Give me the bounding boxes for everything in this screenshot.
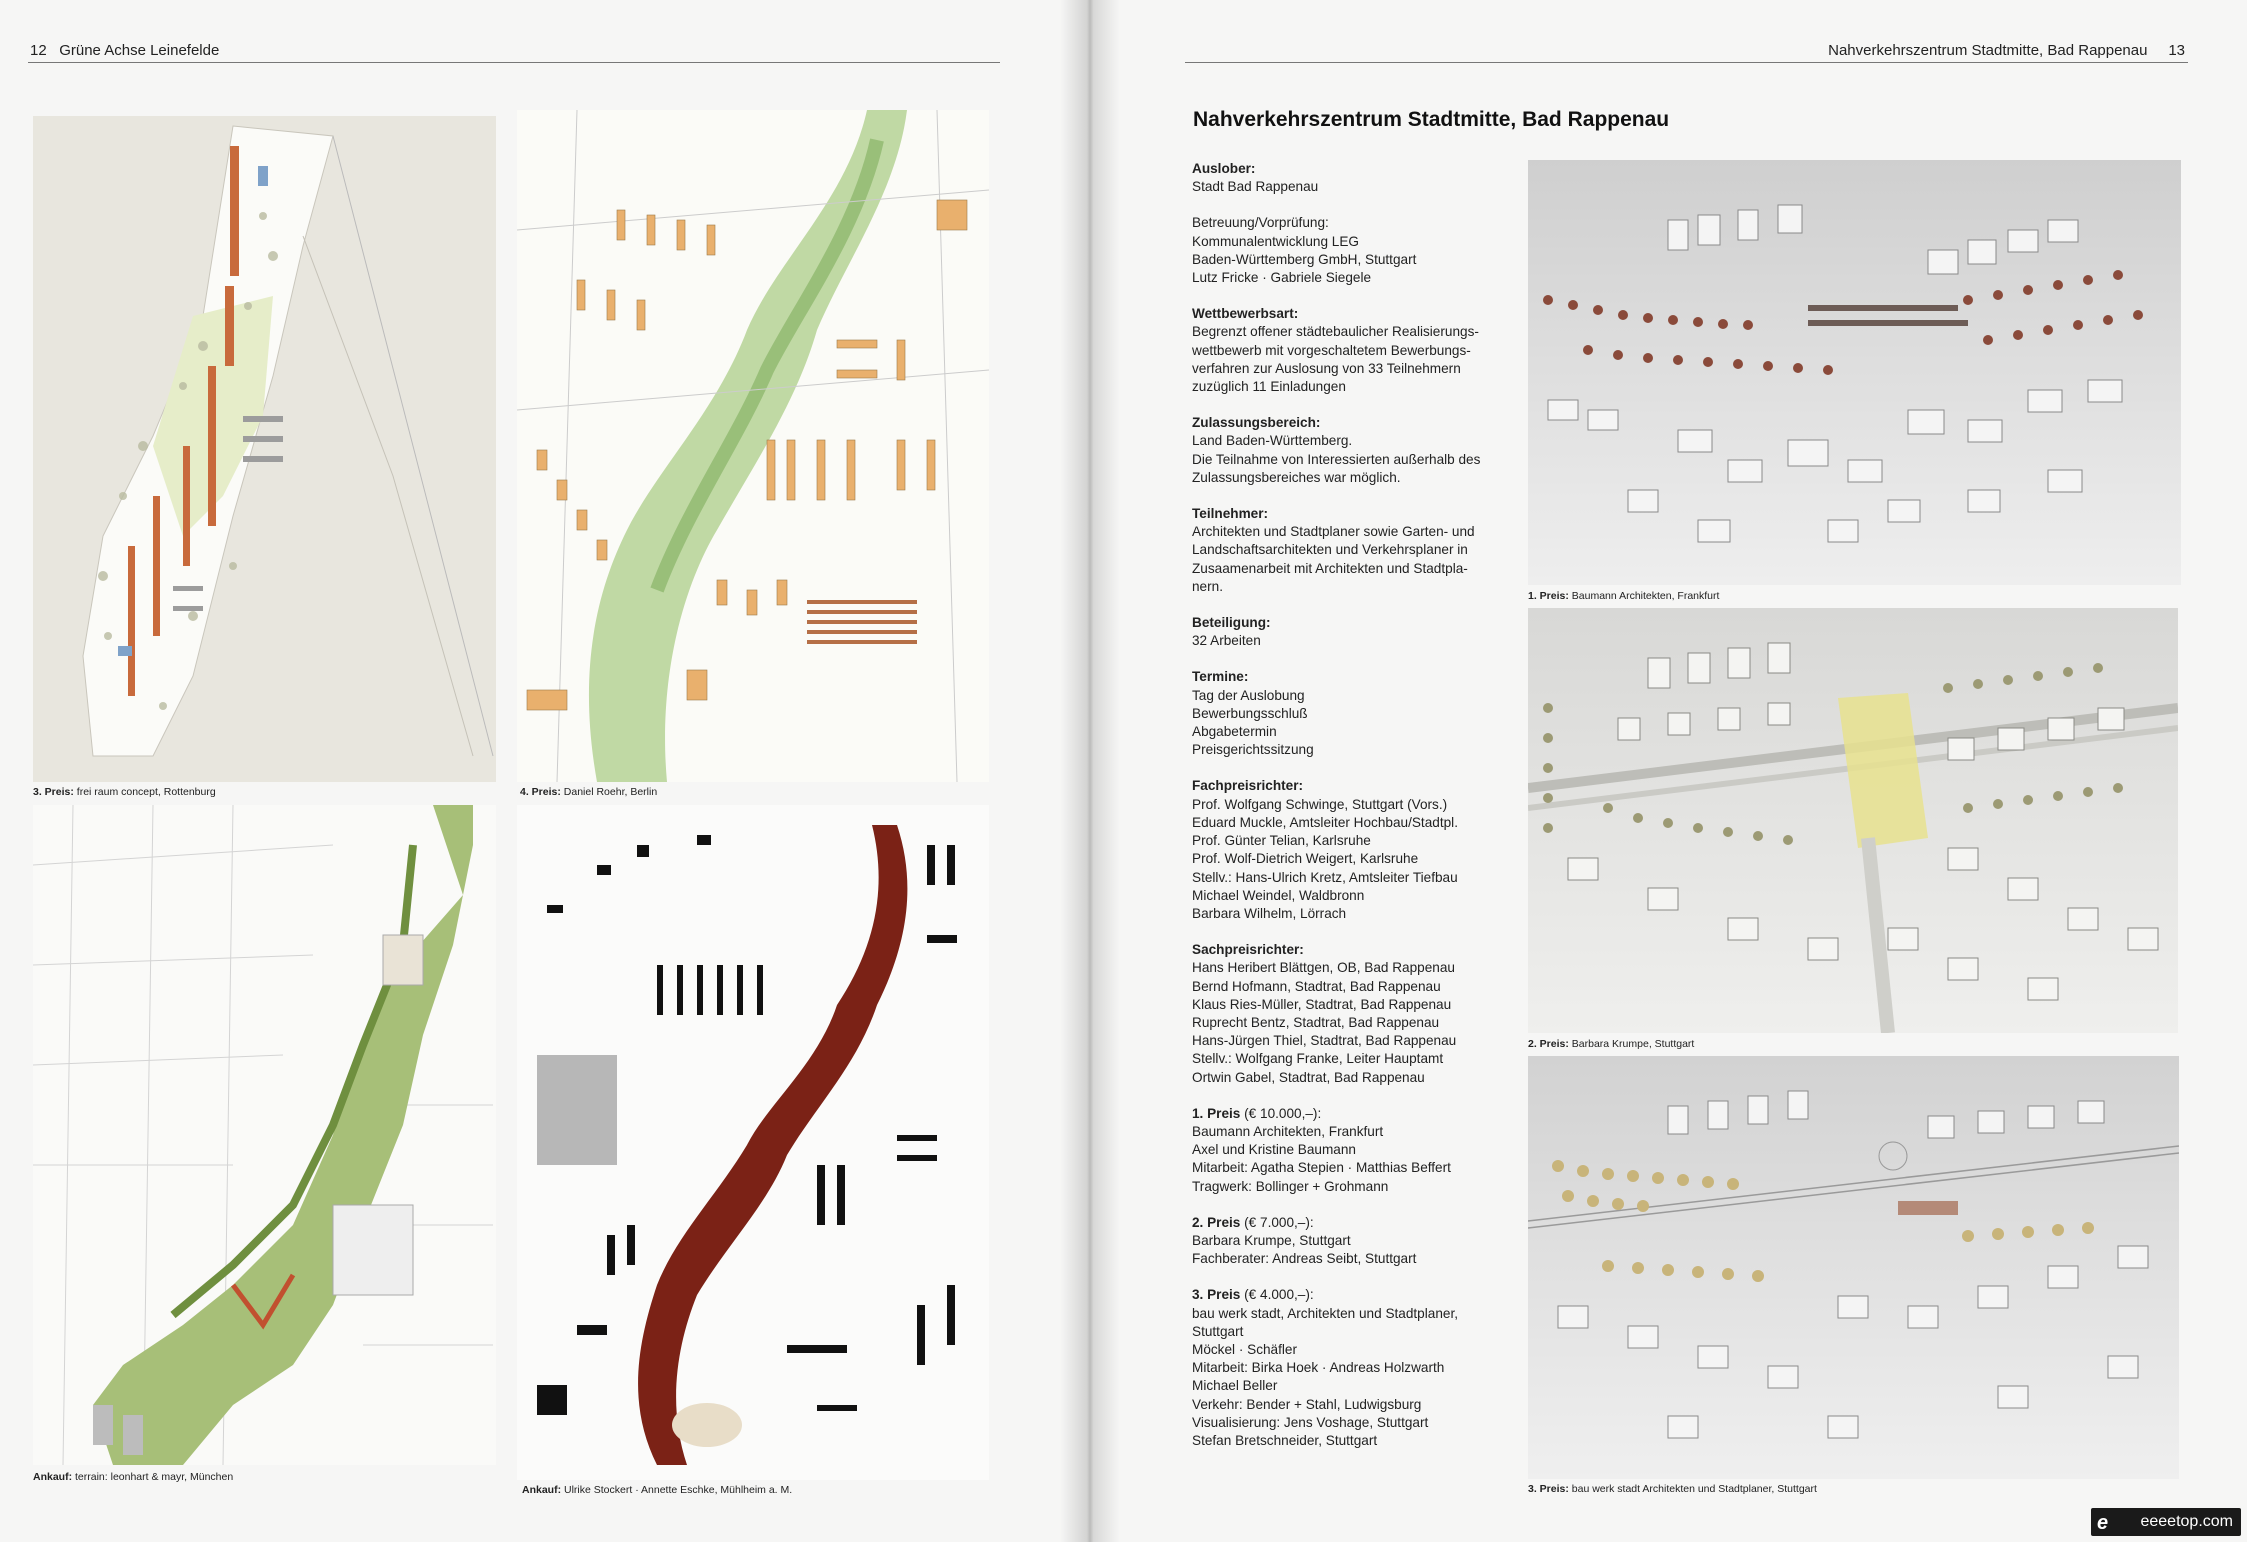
- section-line: wettbewerb mit vorgeschaltetem Bewerbungs-: [1192, 342, 1471, 358]
- model-photo-third-prize: [1528, 1056, 2179, 1479]
- section-line: Tag der Auslobung: [1192, 687, 1305, 703]
- caption-purchase-terrain: [33, 1471, 233, 1483]
- plan-third-prize-drawing: [33, 116, 496, 782]
- caption-prefix: 1. Preis:: [1528, 590, 1569, 602]
- section-line: Bernd Hofmann, Stadtrat, Bad Rappenau: [1192, 978, 1441, 994]
- section-line: Stuttgart: [1192, 1323, 1244, 1339]
- prize-amount: (€ 7.000,–):: [1240, 1214, 1314, 1230]
- section-line: Fachberater: Andreas Seibt, Stuttgart: [1192, 1251, 1417, 1267]
- article-title: Nahverkehrszentrum Stadtmitte, Bad Rappenau: [1193, 108, 1670, 131]
- section-line: Hans-Jürgen Thiel, Stadtrat, Bad Rappenau: [1192, 1033, 1457, 1049]
- section-line: Stadt Bad Rappenau: [1192, 179, 1319, 195]
- section-line: Ruprecht Bentz, Stadtrat, Bad Rappenau: [1192, 1014, 1440, 1030]
- caption-prefix: 2. Preis:: [1528, 1038, 1569, 1050]
- header-rule-right: [1185, 62, 2188, 63]
- section-line: Baden-Württemberg GmbH, Stuttgart: [1192, 251, 1417, 267]
- caption-first-prize-photo: [1528, 590, 1719, 602]
- prize-amount: (€ 4.000,–):: [1240, 1287, 1314, 1303]
- header-rule-left: [28, 62, 1000, 63]
- caption-prefix: 3. Preis:: [1528, 1483, 1569, 1495]
- plan-fourth-prize: [517, 110, 989, 782]
- section-heading: 2. Preis: [1192, 1214, 1241, 1230]
- section-line: Mitarbeit: Agatha Stepien · Matthias Beffert: [1192, 1160, 1451, 1176]
- section-line: Landschaftsarchitekten und Verkehrsplaner in: [1192, 542, 1468, 558]
- watermark-text: eeeetop.com: [2140, 1513, 2233, 1530]
- prize-heading: [1192, 1286, 1512, 1304]
- section-beteiligung: [1192, 614, 1512, 650]
- section-line: Betreuung/Vorprüfung:: [1192, 215, 1329, 231]
- section-line: Die Teilnahme von Interessierten außerhalb des: [1192, 451, 1481, 467]
- section-heading: 1. Preis: [1192, 1105, 1241, 1121]
- caption-text: bau werk stadt Architekten und Stadtplaner, Stuttgart: [1568, 1483, 1817, 1495]
- section-line: Prof. Günter Telian, Karlsruhe: [1192, 833, 1371, 849]
- section-termine: [1192, 668, 1512, 759]
- caption-text: Baumann Architekten, Frankfurt: [1568, 590, 1720, 602]
- section-third-prize: [1192, 1286, 1512, 1450]
- section-zulassungsbereich: [1192, 414, 1512, 487]
- section-fachpreisrichter: [1192, 777, 1512, 923]
- caption-text: Daniel Roehr, Berlin: [560, 786, 658, 798]
- page-number-left: 12: [30, 42, 47, 59]
- model-photo-first-prize: [1528, 160, 2181, 585]
- plan-purchase-stockert-drawing: [517, 805, 989, 1480]
- section-line: bau werk stadt, Architekten und Stadtplaner,: [1192, 1305, 1459, 1321]
- section-heading: Teilnehmer:: [1192, 506, 1269, 522]
- section-line: Axel und Kristine Baumann: [1192, 1142, 1356, 1158]
- caption-text: frei raum concept, Rottenburg: [73, 786, 216, 798]
- section-line: Mitarbeit: Birka Hoek · Andreas Holzwarth: [1192, 1360, 1445, 1376]
- section-line: Kommunalentwicklung LEG: [1192, 233, 1359, 249]
- competition-info: [1192, 160, 1512, 1468]
- watermark-logo: e: [2097, 1512, 2109, 1534]
- section-line: Land Baden-Württemberg.: [1192, 433, 1353, 449]
- section-line: Verkehr: Bender + Stahl, Ludwigsburg: [1192, 1396, 1422, 1412]
- caption-prefix: Ankauf:: [33, 1471, 73, 1483]
- section-line: Zusaamenarbeit mit Architekten und Stadtpla-: [1192, 560, 1468, 576]
- left-page-header: [30, 42, 219, 59]
- left-page: [0, 0, 1090, 1542]
- section-line: Zulassungsbereiches war möglich.: [1192, 469, 1401, 485]
- section-heading: Sachpreisrichter:: [1192, 942, 1304, 958]
- prize-amount: (€ 10.000,–):: [1240, 1105, 1322, 1121]
- section-line: Prof. Wolfgang Schwinge, Stuttgart (Vors.): [1192, 796, 1448, 812]
- section-line: Möckel · Schäfler: [1192, 1341, 1298, 1357]
- section-line: Prof. Wolf-Dietrich Weigert, Karlsruhe: [1192, 851, 1419, 867]
- caption-prefix: Ankauf:: [522, 1484, 562, 1496]
- caption-text: terrain: leonhart & mayr, München: [72, 1471, 234, 1483]
- section-heading: Termine:: [1192, 669, 1249, 685]
- plan-fourth-prize-drawing: [517, 110, 989, 782]
- section-line: Hans Heribert Blättgen, OB, Bad Rappenau: [1192, 960, 1455, 976]
- watermark: [2091, 1508, 2241, 1536]
- section-line: Michael Weindel, Waldbronn: [1192, 887, 1365, 903]
- prize-heading: [1192, 1105, 1512, 1123]
- section-line: Ortwin Gabel, Stadtrat, Bad Rappenau: [1192, 1069, 1425, 1085]
- section-heading: Fachpreisrichter:: [1192, 778, 1304, 794]
- caption-prefix: 4. Preis:: [520, 786, 561, 798]
- model-photo-first-prize-drawing: [1528, 160, 2181, 585]
- caption-second-prize-photo: [1528, 1038, 1694, 1050]
- right-page-header: [1828, 42, 2185, 59]
- section-line: Abgabetermin: [1192, 724, 1277, 740]
- plan-purchase-terrain: [33, 805, 496, 1465]
- caption-prefix: 3. Preis:: [33, 786, 74, 798]
- caption-text: Ulrike Stockert · Annette Eschke, Mühlheim a. M.: [561, 1484, 793, 1496]
- section-line: Tragwerk: Bollinger + Grohmann: [1192, 1178, 1389, 1194]
- section-first-prize: [1192, 1105, 1512, 1196]
- section-line: Barbara Krumpe, Stuttgart: [1192, 1232, 1351, 1248]
- section-line: Architekten und Stadtplaner sowie Garten- und: [1192, 524, 1475, 540]
- section-heading: Auslober:: [1192, 161, 1256, 176]
- section-heading: Zulassungsbereich:: [1192, 415, 1321, 431]
- caption-text: Barbara Krumpe, Stuttgart: [1568, 1038, 1695, 1050]
- section-betreuung: [1192, 214, 1512, 287]
- running-title-right: Nahverkehrszentrum Stadtmitte, Bad Rappenau: [1828, 42, 2148, 59]
- caption-third-prize-photo: [1528, 1483, 1817, 1495]
- model-photo-second-prize: [1528, 608, 2178, 1033]
- section-line: nern.: [1192, 578, 1223, 594]
- section-line: Eduard Muckle, Amtsleiter Hochbau/Stadtpl.: [1192, 814, 1458, 830]
- page-number-right: 13: [2168, 42, 2185, 59]
- section-line: Klaus Ries-Müller, Stadtrat, Bad Rappenau: [1192, 996, 1452, 1012]
- plan-purchase-stockert: [517, 805, 989, 1480]
- model-photo-second-prize-drawing: [1528, 608, 2178, 1033]
- caption-purchase-stockert: [522, 1484, 792, 1496]
- section-line: Michael Beller: [1192, 1378, 1278, 1394]
- section-heading: 3. Preis: [1192, 1287, 1241, 1303]
- prize-heading: [1192, 1214, 1512, 1232]
- section-heading: Wettbewerbsart:: [1192, 306, 1299, 322]
- section-auslober: [1192, 160, 1512, 196]
- caption-third-prize: [33, 786, 216, 798]
- section-second-prize: [1192, 1214, 1512, 1269]
- section-line: Preisgerichtssitzung: [1192, 742, 1314, 758]
- section-line: Bewerbungsschluß: [1192, 705, 1308, 721]
- section-line: Visualisierung: Jens Voshage, Stuttgart: [1192, 1414, 1429, 1430]
- section-line: Stefan Bretschneider, Stuttgart: [1192, 1432, 1378, 1448]
- running-title-left: Grüne Achse Leinefelde: [59, 42, 220, 59]
- caption-fourth-prize: [520, 786, 657, 798]
- model-photo-third-prize-drawing: [1528, 1056, 2179, 1479]
- plan-third-prize: [33, 116, 496, 782]
- section-line: verfahren zur Auslosung von 33 Teilnehmern: [1192, 360, 1461, 376]
- section-line: zuzüglich 11 Einladungen: [1192, 379, 1346, 395]
- section-line: Stellv.: Wolfgang Franke, Leiter Hauptamt: [1192, 1051, 1444, 1067]
- section-line: Baumann Architekten, Frankfurt: [1192, 1123, 1384, 1139]
- section-line: Stellv.: Hans-Ulrich Kretz, Amtsleiter Tiefbau: [1192, 869, 1458, 885]
- section-line: Barbara Wilhelm, Lörrach: [1192, 905, 1347, 921]
- section-line: 32 Arbeiten: [1192, 633, 1261, 649]
- section-wettbewerbsart: [1192, 305, 1512, 396]
- section-line: Lutz Fricke · Gabriele Siegele: [1192, 270, 1372, 286]
- section-line: Begrenzt offener städtebaulicher Realisierungs-: [1192, 324, 1479, 340]
- right-page: [1090, 0, 2247, 1542]
- section-teilnehmer: [1192, 505, 1512, 596]
- plan-purchase-terrain-drawing: [33, 805, 496, 1465]
- section-heading: Beteiligung:: [1192, 615, 1271, 631]
- section-sachpreisrichter: [1192, 941, 1512, 1087]
